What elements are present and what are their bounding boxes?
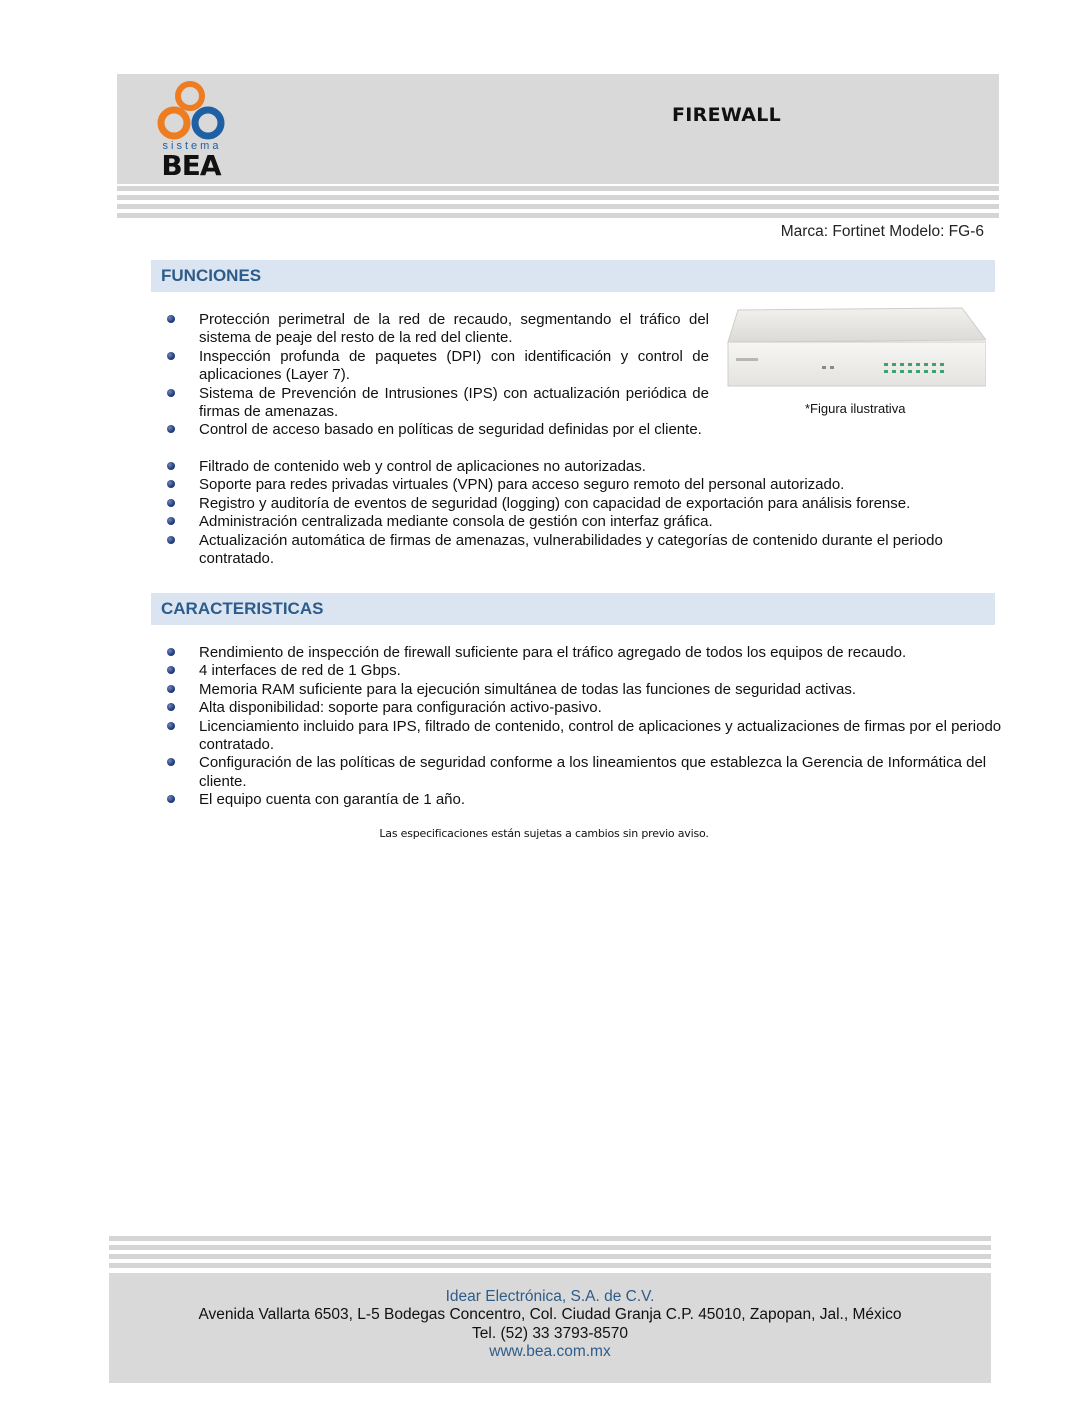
list-item: Control de acceso basado en políticas de seguridad definidas por el cliente. [163,421,709,439]
list-item: El equipo cuenta con garantía de 1 año. [163,791,1013,809]
funciones-section-header [151,260,995,292]
list-item: Licenciamiento incluido para IPS, filtrado de contenido, control de aplicaciones y actualizaciones de firmas por el periodo contratado. [163,718,1013,755]
footer-divider [109,1236,991,1241]
caracteristicas-list [163,644,1013,810]
logo-label: sistema [162,140,222,152]
header-divider [117,186,999,191]
header-divider [117,213,999,218]
list-item: Protección perimetral de la red de recaudo, segmentando el tráfico del sistema de peaje del resto de la red del cliente. [163,311,709,348]
footer-divider [109,1254,991,1259]
list-item: Filtrado de contenido web y control de aplicaciones no autorizadas. [163,458,1013,476]
list-item: Alta disponibilidad: soporte para configuración activo-pasivo. [163,699,1013,717]
footer-company: Idear Electrónica, S.A. de C.V. [445,1288,655,1305]
list-item: Soporte para redes privadas virtuales (VPN) para acceso seguro remoto del personal autorizado. [163,476,1013,494]
caracteristicas-title: CARACTERISTICAS [161,599,324,618]
funciones-list-bottom [163,458,1013,568]
list-item: 4 interfaces de red de 1 Gbps. [163,662,1013,680]
logo-text: BEA [161,149,221,178]
firewall-device-image [726,306,986,390]
footer-phone: Tel. (52) 33 3793-8570 [472,1324,628,1342]
funciones-title: FUNCIONES [161,266,262,285]
footer-website-link[interactable]: www.bea.com.mx [489,1342,611,1360]
list-item: Rendimiento de inspección de firewall suficiente para el tráfico agregado de todos los equipos de recaudo. [163,644,1013,662]
footer-divider [109,1263,991,1268]
disclaimer: Las especificaciones están sujetas a cambios sin previo aviso. [379,827,709,840]
list-item: Sistema de Prevención de Intrusiones (IPS) con actualización periódica de firmas de amenazas. [163,385,709,422]
list-item: Actualización automática de firmas de amenazas, vulnerabilidades y categorías de contenido durante el periodo contratado. [163,532,1013,569]
list-item: Inspección profunda de paquetes (DPI) con identificación y control de aplicaciones (Layer 7). [163,348,709,385]
footer-divider [109,1245,991,1250]
header-panel [117,74,999,184]
header-divider [117,195,999,200]
bea-logo [150,78,234,178]
figure-caption: *Figura ilustrativa [805,401,906,416]
caracteristicas-section-header [151,593,995,625]
footer-panel [109,1273,991,1383]
header-divider [117,204,999,209]
footer-address: Avenida Vallarta 6503, L-5 Bodegas Concentro, Col. Ciudad Granja C.P. 45010, Zapopan, Jal., México [198,1306,902,1324]
brand-model: Marca: Fortinet Modelo: FG-6 [780,223,984,240]
page-title: FIREWALL [672,104,782,126]
list-item: Registro y auditoría de eventos de seguridad (logging) con capacidad de exportación para análisis forense. [163,495,1013,513]
list-item: Memoria RAM suficiente para la ejecución simultánea de todas las funciones de seguridad activas. [163,681,1013,699]
list-item: Configuración de las políticas de seguridad conforme a los lineamientos que establezca la Gerencia de Informática del cliente. [163,754,1013,791]
list-item: Administración centralizada mediante consola de gestión con interfaz gráfica. [163,513,1013,531]
funciones-list-top [163,311,709,440]
